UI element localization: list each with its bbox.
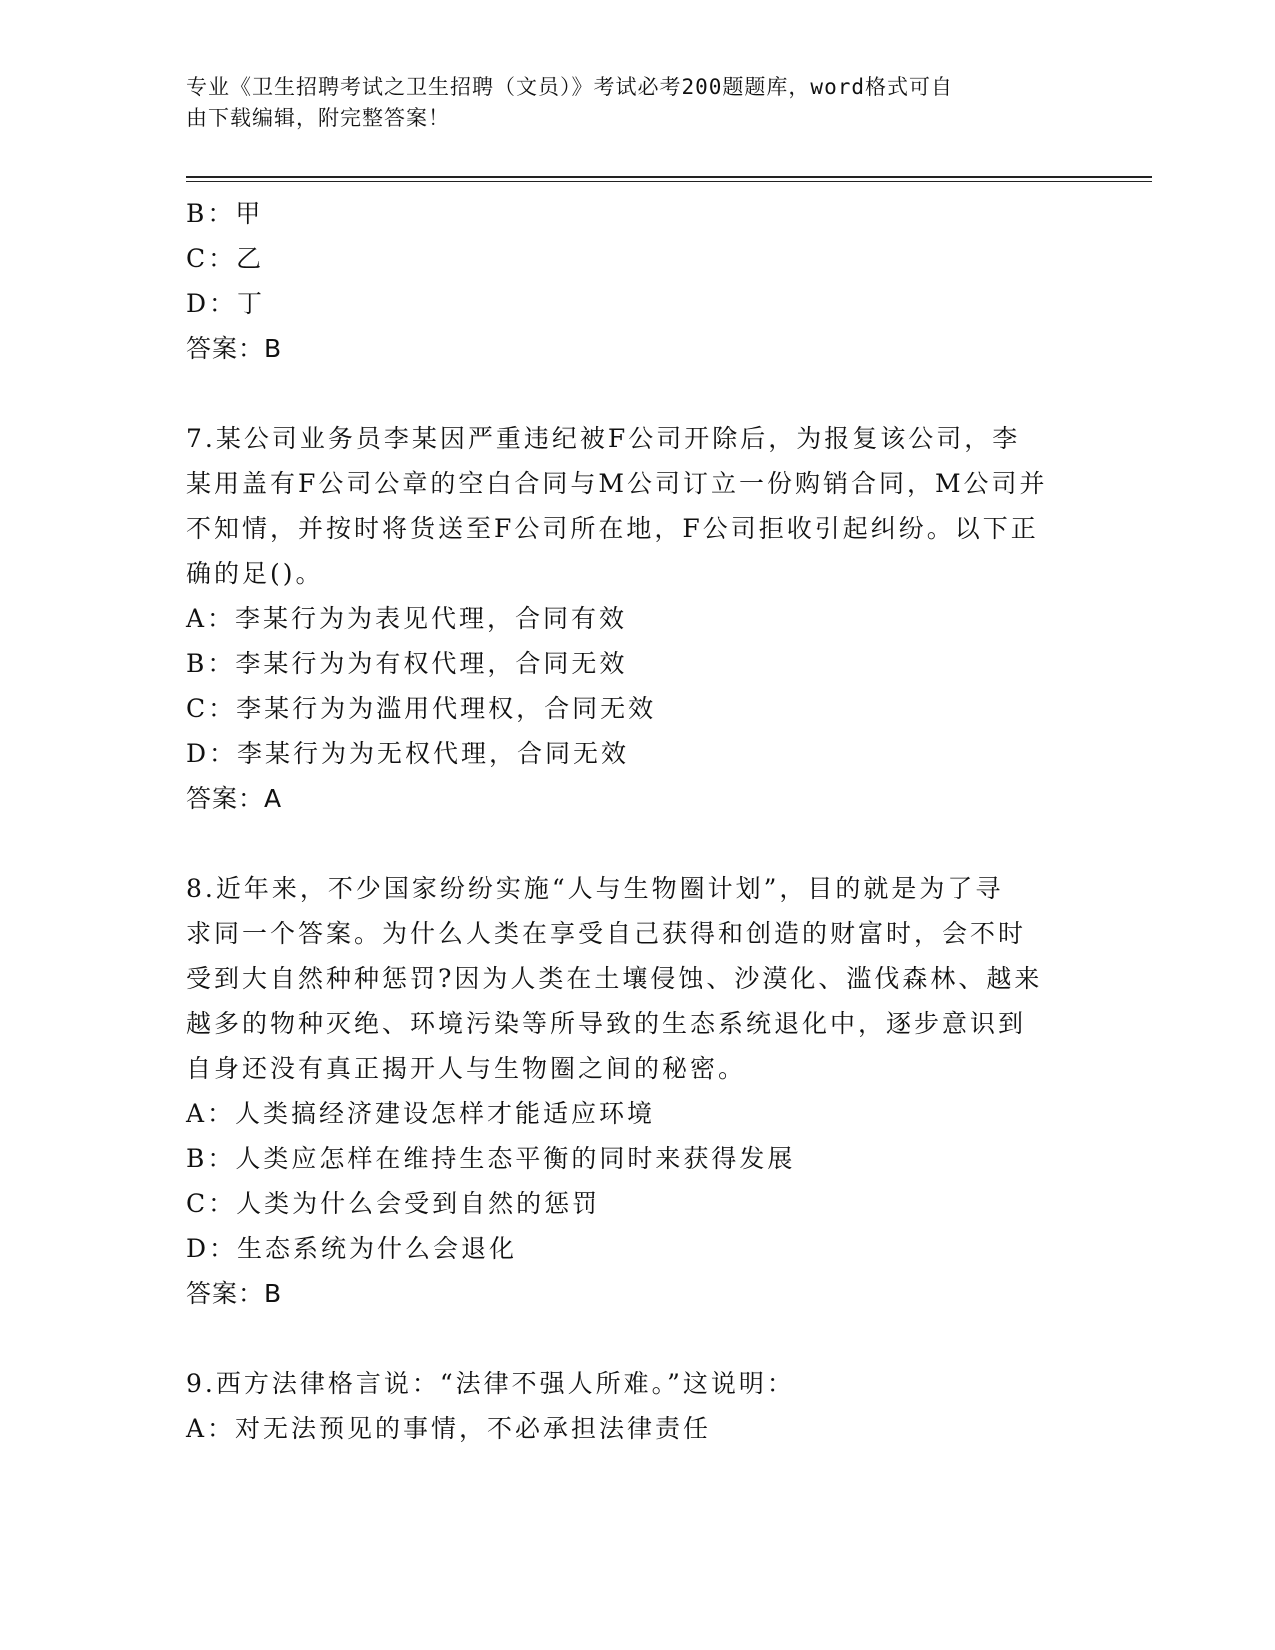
option-d: D：生态系统为什么会退化 <box>186 1234 518 1263</box>
answer-line: 答案：B <box>186 334 283 363</box>
question-text-line: 不知情，并按时将货送至F公司所在地，F公司拒收引起纠纷。以下正 <box>186 514 1039 543</box>
option-d: D：丁 <box>186 289 266 318</box>
question-text-line: 越多的物种灭绝、环境污染等所导致的生态系统退化中，逐步意识到 <box>186 1009 1027 1038</box>
option-a: A：李某行为为表见代理，合同有效 <box>186 604 628 633</box>
option-b: B：人类应怎样在维持生态平衡的同时来获得发展 <box>186 1144 796 1173</box>
answer-line: 答案：A <box>186 784 283 813</box>
question-text-line: 自身还没有真正揭开人与生物圈之间的秘密。 <box>186 1054 747 1083</box>
question-8 <box>186 866 1086 1316</box>
question-text-line: 7.某公司业务员李某因严重违纪被F公司开除后，为报复该公司，李 <box>186 424 1021 453</box>
question-list <box>186 191 1086 1451</box>
spacer <box>186 371 1086 416</box>
header-line-2: 由下载编辑，附完整答案！ <box>186 106 450 130</box>
option-b: B：甲 <box>186 199 264 228</box>
spacer <box>186 821 1086 866</box>
document-header <box>186 72 1066 134</box>
answer-line: 答案：B <box>186 1279 283 1308</box>
header-rule-thin <box>186 181 1152 182</box>
header-line-1: 专业《卫生招聘考试之卫生招聘（文员）》考试必考200题题库，word格式可自 <box>186 75 953 99</box>
spacer <box>186 1316 1086 1361</box>
option-d: D：李某行为为无权代理，合同无效 <box>186 739 630 768</box>
option-c: C：乙 <box>186 244 265 273</box>
option-c: C：李某行为为滥用代理权，合同无效 <box>186 694 657 723</box>
question-7 <box>186 416 1086 821</box>
option-a: A：人类搞经济建设怎样才能适应环境 <box>186 1099 656 1128</box>
question-9 <box>186 1361 1086 1451</box>
option-c: C：人类为什么会受到自然的惩罚 <box>186 1189 601 1218</box>
option-a: A：对无法预见的事情，不必承担法律责任 <box>186 1414 712 1443</box>
question-text-line: 受到大自然种种惩罚?因为人类在土壤侵蚀、沙漠化、滥伐森林、越来 <box>186 964 1043 993</box>
question-text-line: 9.西方法律格言说：“法律不强人所难。”这说明： <box>186 1369 795 1398</box>
question-text-line: 8.近年来，不少国家纷纷实施“人与生物圈计划”，目的就是为了寻 <box>186 874 1004 903</box>
question-6-tail <box>186 191 1086 371</box>
question-text-line: 确的足()。 <box>186 559 324 588</box>
question-text-line: 某用盖有F公司公章的空白合同与M公司订立一份购销合同，M公司并 <box>186 469 1048 498</box>
question-text-line: 求同一个答案。为什么人类在享受自己获得和创造的财富时，会不时 <box>186 919 1027 948</box>
header-rule-thick <box>186 176 1152 178</box>
option-b: B：李某行为为有权代理，合同无效 <box>186 649 628 678</box>
